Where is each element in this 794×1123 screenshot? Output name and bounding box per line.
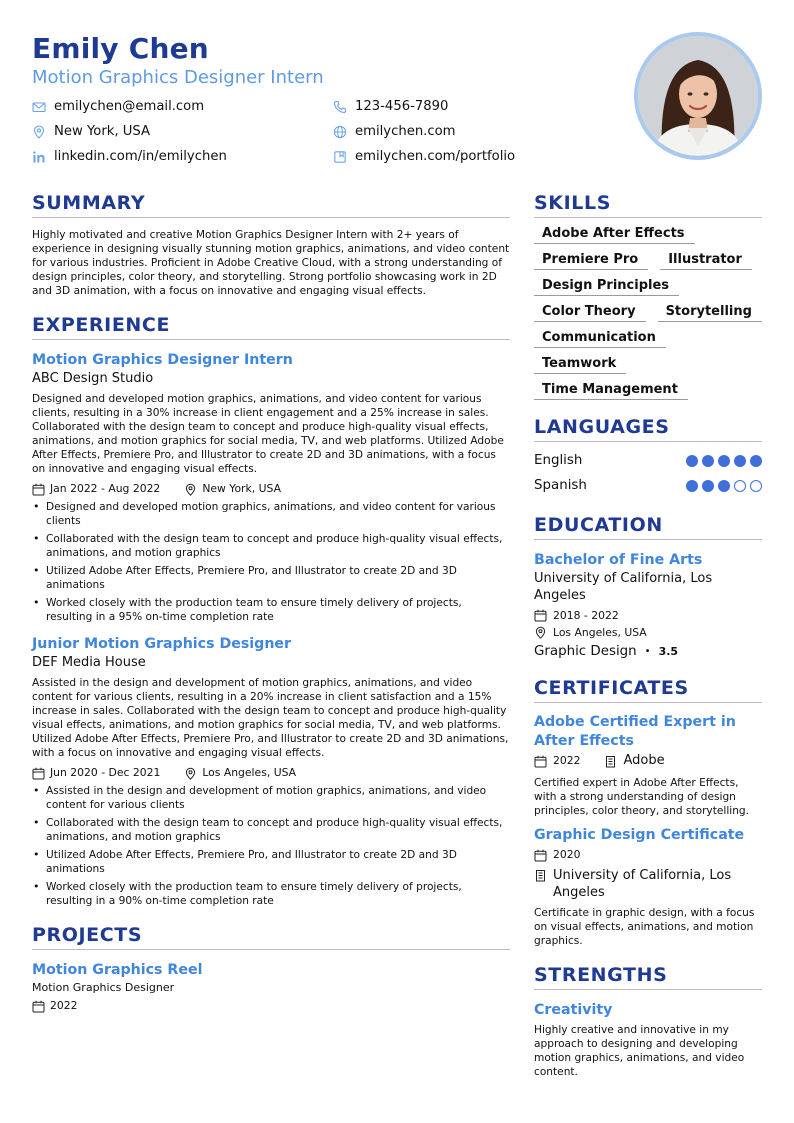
skill-tag: Teamwork — [534, 356, 626, 374]
contact-list — [32, 98, 552, 165]
skill-tag: Illustrator — [660, 252, 752, 270]
strength-description: Highly creative and innovative in my approach to designing and developing motion graphics, animations, and video content. — [534, 1024, 745, 1078]
job-entry — [32, 634, 510, 908]
proficiency-dot-filled — [686, 480, 698, 492]
certificate-title: Graphic Design Certificate — [534, 827, 745, 843]
list-item: • Utilized Adobe After Effects, Premiere Pro, and Illustrator to create 2D and 3D animations — [32, 564, 510, 592]
languages-section — [534, 414, 762, 498]
section-title: SUMMARY — [32, 190, 510, 218]
job-dates: Jun 2020 - Dec 2021 — [32, 765, 160, 781]
contact-email[interactable] — [32, 98, 333, 115]
section-title: STRENGTHS — [534, 962, 762, 990]
certificate-issuer: University of California, Los Angeles — [534, 867, 762, 901]
candidate-title: Motion Graphics Designer Intern — [32, 67, 324, 88]
skill-tag: Time Management — [534, 382, 688, 400]
calendar-icon — [32, 483, 45, 496]
proficiency-dots — [686, 480, 762, 492]
certificate-description: Certificate in graphic design, with a focus on visual effects, animations, and motion graphics. — [534, 907, 755, 947]
company-name: ABC Design Studio — [32, 371, 154, 386]
candidate-name: Emily Chen — [32, 32, 209, 65]
proficiency-dot-empty — [750, 480, 762, 492]
contact-location — [32, 123, 333, 140]
certificate-meta — [534, 751, 762, 771]
building-icon — [604, 755, 617, 768]
field-of-study: Graphic Design — [534, 644, 637, 659]
section-title: LANGUAGES — [534, 414, 762, 442]
building-icon — [534, 869, 547, 882]
section-title: SKILLS — [534, 190, 762, 218]
resume-header — [32, 30, 762, 170]
calendar-icon — [534, 755, 547, 768]
certificate-meta — [534, 845, 762, 865]
contact-website[interactable] — [333, 123, 552, 140]
location-icon — [184, 483, 197, 496]
job-location: New York, USA — [184, 481, 281, 497]
portrait-illustration — [638, 36, 758, 156]
separator-dot: • — [644, 646, 651, 657]
list-item: • Designed and developed motion graphics, animations, and video content for various clients — [32, 500, 510, 528]
skills-section — [534, 190, 762, 400]
strengths-section — [534, 962, 762, 1079]
education-location: Los Angeles, USA — [534, 624, 762, 641]
calendar-icon — [32, 1000, 45, 1013]
language-row — [534, 448, 762, 473]
calendar-icon — [534, 609, 547, 622]
phone-icon — [333, 100, 347, 114]
proficiency-dot-filled — [702, 455, 714, 467]
proficiency-dot-filled — [702, 480, 714, 492]
job-entry — [32, 350, 510, 624]
contact-phone[interactable] — [333, 98, 552, 115]
section-title: CERTIFICATES — [534, 675, 762, 703]
skill-tag: Design Principles — [534, 278, 679, 296]
job-description: Designed and developed motion graphics, animations, and video content for various clients, resulting in a 30% increase in client engagement and a 25% increase in sales. Collaborated with the design team to concept and produce high-quality visual effects, animations, and motion graphics for social media, TV, and web platforms. Utilized Adobe After Effects, Premiere Pro, and Illustrator to create 2D and 3D animations, with a focus on innovative and engaging visual effects. — [32, 393, 504, 475]
job-description: Assisted in the design and development of motion graphics, animations, and video content for various clients, resulting in a 20% increase in client satisfaction and a 15% increase in sales. Collaborated with the design team to concept and produce high-quality visual effects, animations, and motion graphics for social media, TV, and web platforms. Utilized Adobe After Effects, Premiere Pro, and Illustrator to create 2D and 3D animations, with a focus on innovative and engaging visual effects. — [32, 677, 509, 759]
project-meta — [32, 998, 510, 1014]
experience-section — [32, 312, 510, 908]
education-dates: 2018 - 2022 — [534, 607, 762, 624]
list-item: • Utilized Adobe After Effects, Premiere Pro, and Illustrator to create 2D and 3D animations — [32, 848, 510, 876]
proficiency-dot-empty — [734, 480, 746, 492]
certificate-entry — [534, 826, 762, 948]
language-name: Spanish — [534, 478, 587, 493]
job-meta — [32, 765, 510, 781]
proficiency-dot-filled — [686, 455, 698, 467]
calendar-icon — [32, 767, 45, 780]
job-meta — [32, 481, 510, 497]
summary-text: Highly motivated and creative Motion Graphics Designer Intern with 2+ years of experience in designing visually stunning motion graphics, animations, and video content for various industries. Proficient in Adobe Creative Cloud, with a strong understanding of design principles, color theory, and storytelling. Strong portfolio showcasing work in 2D and 3D animation, with a focus on innovative and engaging visual effects. — [32, 229, 510, 297]
profile-photo — [634, 32, 762, 160]
contact-text: 123-456-7890 — [355, 99, 449, 114]
contact-portfolio[interactable] — [333, 148, 552, 165]
email-icon — [32, 100, 46, 114]
company-name: DEF Media House — [32, 655, 146, 670]
location-icon — [32, 125, 46, 139]
contact-text: New York, USA — [54, 124, 151, 139]
contact-text: emilychen.com/portfolio — [355, 149, 516, 164]
list-item: • Worked closely with the production team to ensure timely delivery of projects, resulting in a 90% on-time completion rate — [32, 880, 510, 908]
job-bullets — [32, 784, 510, 908]
projects-section — [32, 922, 510, 1014]
certificate-description: Certified expert in Adobe After Effects, with a strong understanding of design principles, color theory, and storytelling. — [534, 777, 750, 817]
proficiency-dot-filled — [734, 455, 746, 467]
contact-linkedin[interactable] — [32, 148, 333, 165]
gpa-value: 3.5 — [658, 645, 679, 658]
right-column — [534, 190, 762, 1093]
list-item: • Collaborated with the design team to concept and produce high-quality visual effects, animations, and motion graphics — [32, 816, 510, 844]
contact-text: emilychen@email.com — [54, 99, 205, 114]
skill-tag: Storytelling — [658, 304, 762, 322]
list-item: • Collaborated with the design team to concept and produce high-quality visual effects, animations, and motion graphics — [32, 532, 510, 560]
education-section — [534, 512, 762, 661]
project-role: Motion Graphics Designer — [32, 981, 175, 994]
skill-tag: Adobe After Effects — [534, 226, 695, 244]
calendar-icon — [534, 849, 547, 862]
left-column — [32, 190, 510, 1028]
school-name: University of California, Los Angeles — [534, 571, 713, 603]
location-icon — [534, 626, 547, 639]
strength-title: Creativity — [534, 1002, 613, 1018]
summary-section — [32, 190, 510, 298]
certificate-year: 2020 — [553, 848, 581, 861]
certificates-section — [534, 675, 762, 948]
certificate-entry — [534, 713, 762, 818]
linkedin-icon — [32, 150, 46, 164]
job-dates: Jan 2022 - Aug 2022 — [32, 481, 160, 497]
language-row — [534, 473, 762, 498]
skills-list — [534, 218, 762, 400]
certificate-title: Adobe Certified Expert in After Effects — [534, 714, 736, 749]
proficiency-dot-filled — [718, 455, 730, 467]
education-field-row — [534, 642, 762, 661]
skill-tag: Communication — [534, 330, 666, 348]
job-location: Los Angeles, USA — [184, 765, 296, 781]
job-bullets — [32, 500, 510, 624]
proficiency-dots — [686, 455, 762, 467]
section-title: EXPERIENCE — [32, 312, 510, 340]
job-title: Junior Motion Graphics Designer — [32, 636, 292, 652]
job-title: Motion Graphics Designer Intern — [32, 352, 293, 368]
contact-text: emilychen.com — [355, 124, 456, 139]
language-name: English — [534, 453, 583, 468]
certificate-issuer: Adobe — [604, 751, 664, 771]
degree-title: Bachelor of Fine Arts — [534, 552, 703, 568]
certificate-year: 2022 — [553, 754, 581, 767]
contact-text: linkedin.com/in/emilychen — [54, 149, 227, 164]
project-title: Motion Graphics Reel — [32, 962, 203, 978]
section-title: PROJECTS — [32, 922, 510, 950]
list-item: • Worked closely with the production team to ensure timely delivery of projects, resulting in a 95% on-time completion rate — [32, 596, 510, 624]
proficiency-dot-filled — [718, 480, 730, 492]
globe-icon — [333, 125, 347, 139]
portfolio-icon — [333, 150, 347, 164]
skill-tag: Color Theory — [534, 304, 646, 322]
project-year: 2022 — [32, 998, 77, 1014]
list-item: • Assisted in the design and development of motion graphics, animations, and video content for various clients — [32, 784, 510, 812]
location-icon — [184, 767, 197, 780]
skill-tag: Premiere Pro — [534, 252, 648, 270]
proficiency-dot-filled — [750, 455, 762, 467]
section-title: EDUCATION — [534, 512, 762, 540]
